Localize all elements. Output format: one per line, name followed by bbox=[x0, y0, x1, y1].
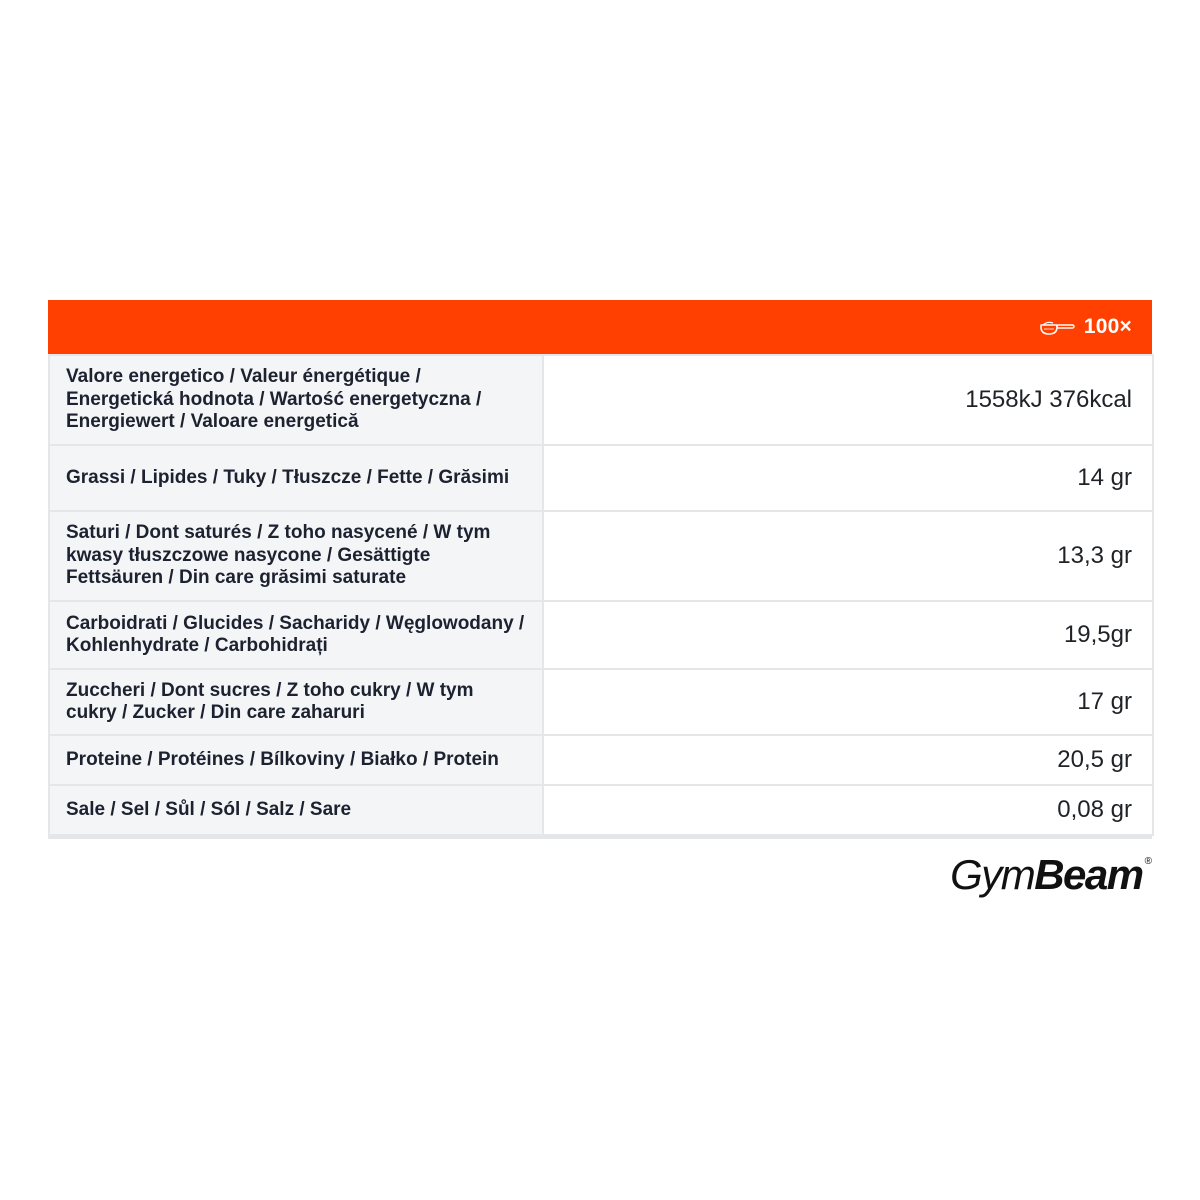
nutrient-label-salt: Sale / Sel / Sůl / Sól / Salz / Sare bbox=[49, 785, 543, 835]
nutrient-value-protein: 20,5 gr bbox=[543, 735, 1153, 785]
nutrient-value-energy: 1558kJ 376kcal bbox=[543, 355, 1153, 445]
serving-size-label: 100× bbox=[1083, 315, 1132, 338]
nutrient-label-sugars: Zuccheri / Dont sucres / Z toho cukry / W tym cukry / Zucker / Din care zaharuri bbox=[49, 669, 543, 735]
gymbeam-logo bbox=[950, 852, 1152, 898]
table-row bbox=[49, 445, 1153, 511]
serving-header bbox=[48, 300, 1152, 354]
nutrient-value-salt: 0,08 gr bbox=[543, 785, 1153, 835]
nutrient-label-energy: Valore energetico / Valeur énergétique / Energetická hodnota / Wartość energetyczna / Energiewert / Valoare energetică bbox=[49, 355, 543, 445]
table-row bbox=[49, 355, 1153, 445]
nutrient-label-carbohydrates: Carboidrati / Glucides / Sacharidy / Węglowodany / Kohlenhydrate / Carbohidrați bbox=[49, 601, 543, 669]
table-row bbox=[49, 601, 1153, 669]
registered-mark: ® bbox=[1144, 856, 1152, 867]
nutrient-label-fat: Grassi / Lipides / Tuky / Tłuszcze / Fette / Grăsimi bbox=[49, 445, 543, 511]
logo-text-beam: Beam bbox=[1034, 851, 1143, 898]
nutrient-label-protein: Proteine / Protéines / Bílkoviny / Białko / Protein bbox=[49, 735, 543, 785]
nutrient-value-sugars: 17 gr bbox=[543, 669, 1153, 735]
measuring-scoop-icon bbox=[1038, 317, 1076, 337]
nutrient-value-fat: 14 gr bbox=[543, 445, 1153, 511]
table-row bbox=[49, 735, 1153, 785]
logo-text-gym: Gym bbox=[950, 851, 1035, 898]
nutrition-table bbox=[48, 354, 1154, 836]
nutrient-label-saturated-fat: Saturi / Dont saturés / Z toho nasycené / W tym kwasy tłuszczowe nasycone / Gesättigte Fettsäuren / Din care grăsimi saturate bbox=[49, 511, 543, 601]
nutrient-value-saturated-fat: 13,3 gr bbox=[543, 511, 1153, 601]
table-bottom-divider bbox=[48, 836, 1152, 839]
nutrient-value-carbohydrates: 19,5gr bbox=[543, 601, 1153, 669]
table-row bbox=[49, 669, 1153, 735]
nutrition-panel bbox=[48, 300, 1152, 839]
table-row bbox=[49, 511, 1153, 601]
table-row bbox=[49, 785, 1153, 835]
